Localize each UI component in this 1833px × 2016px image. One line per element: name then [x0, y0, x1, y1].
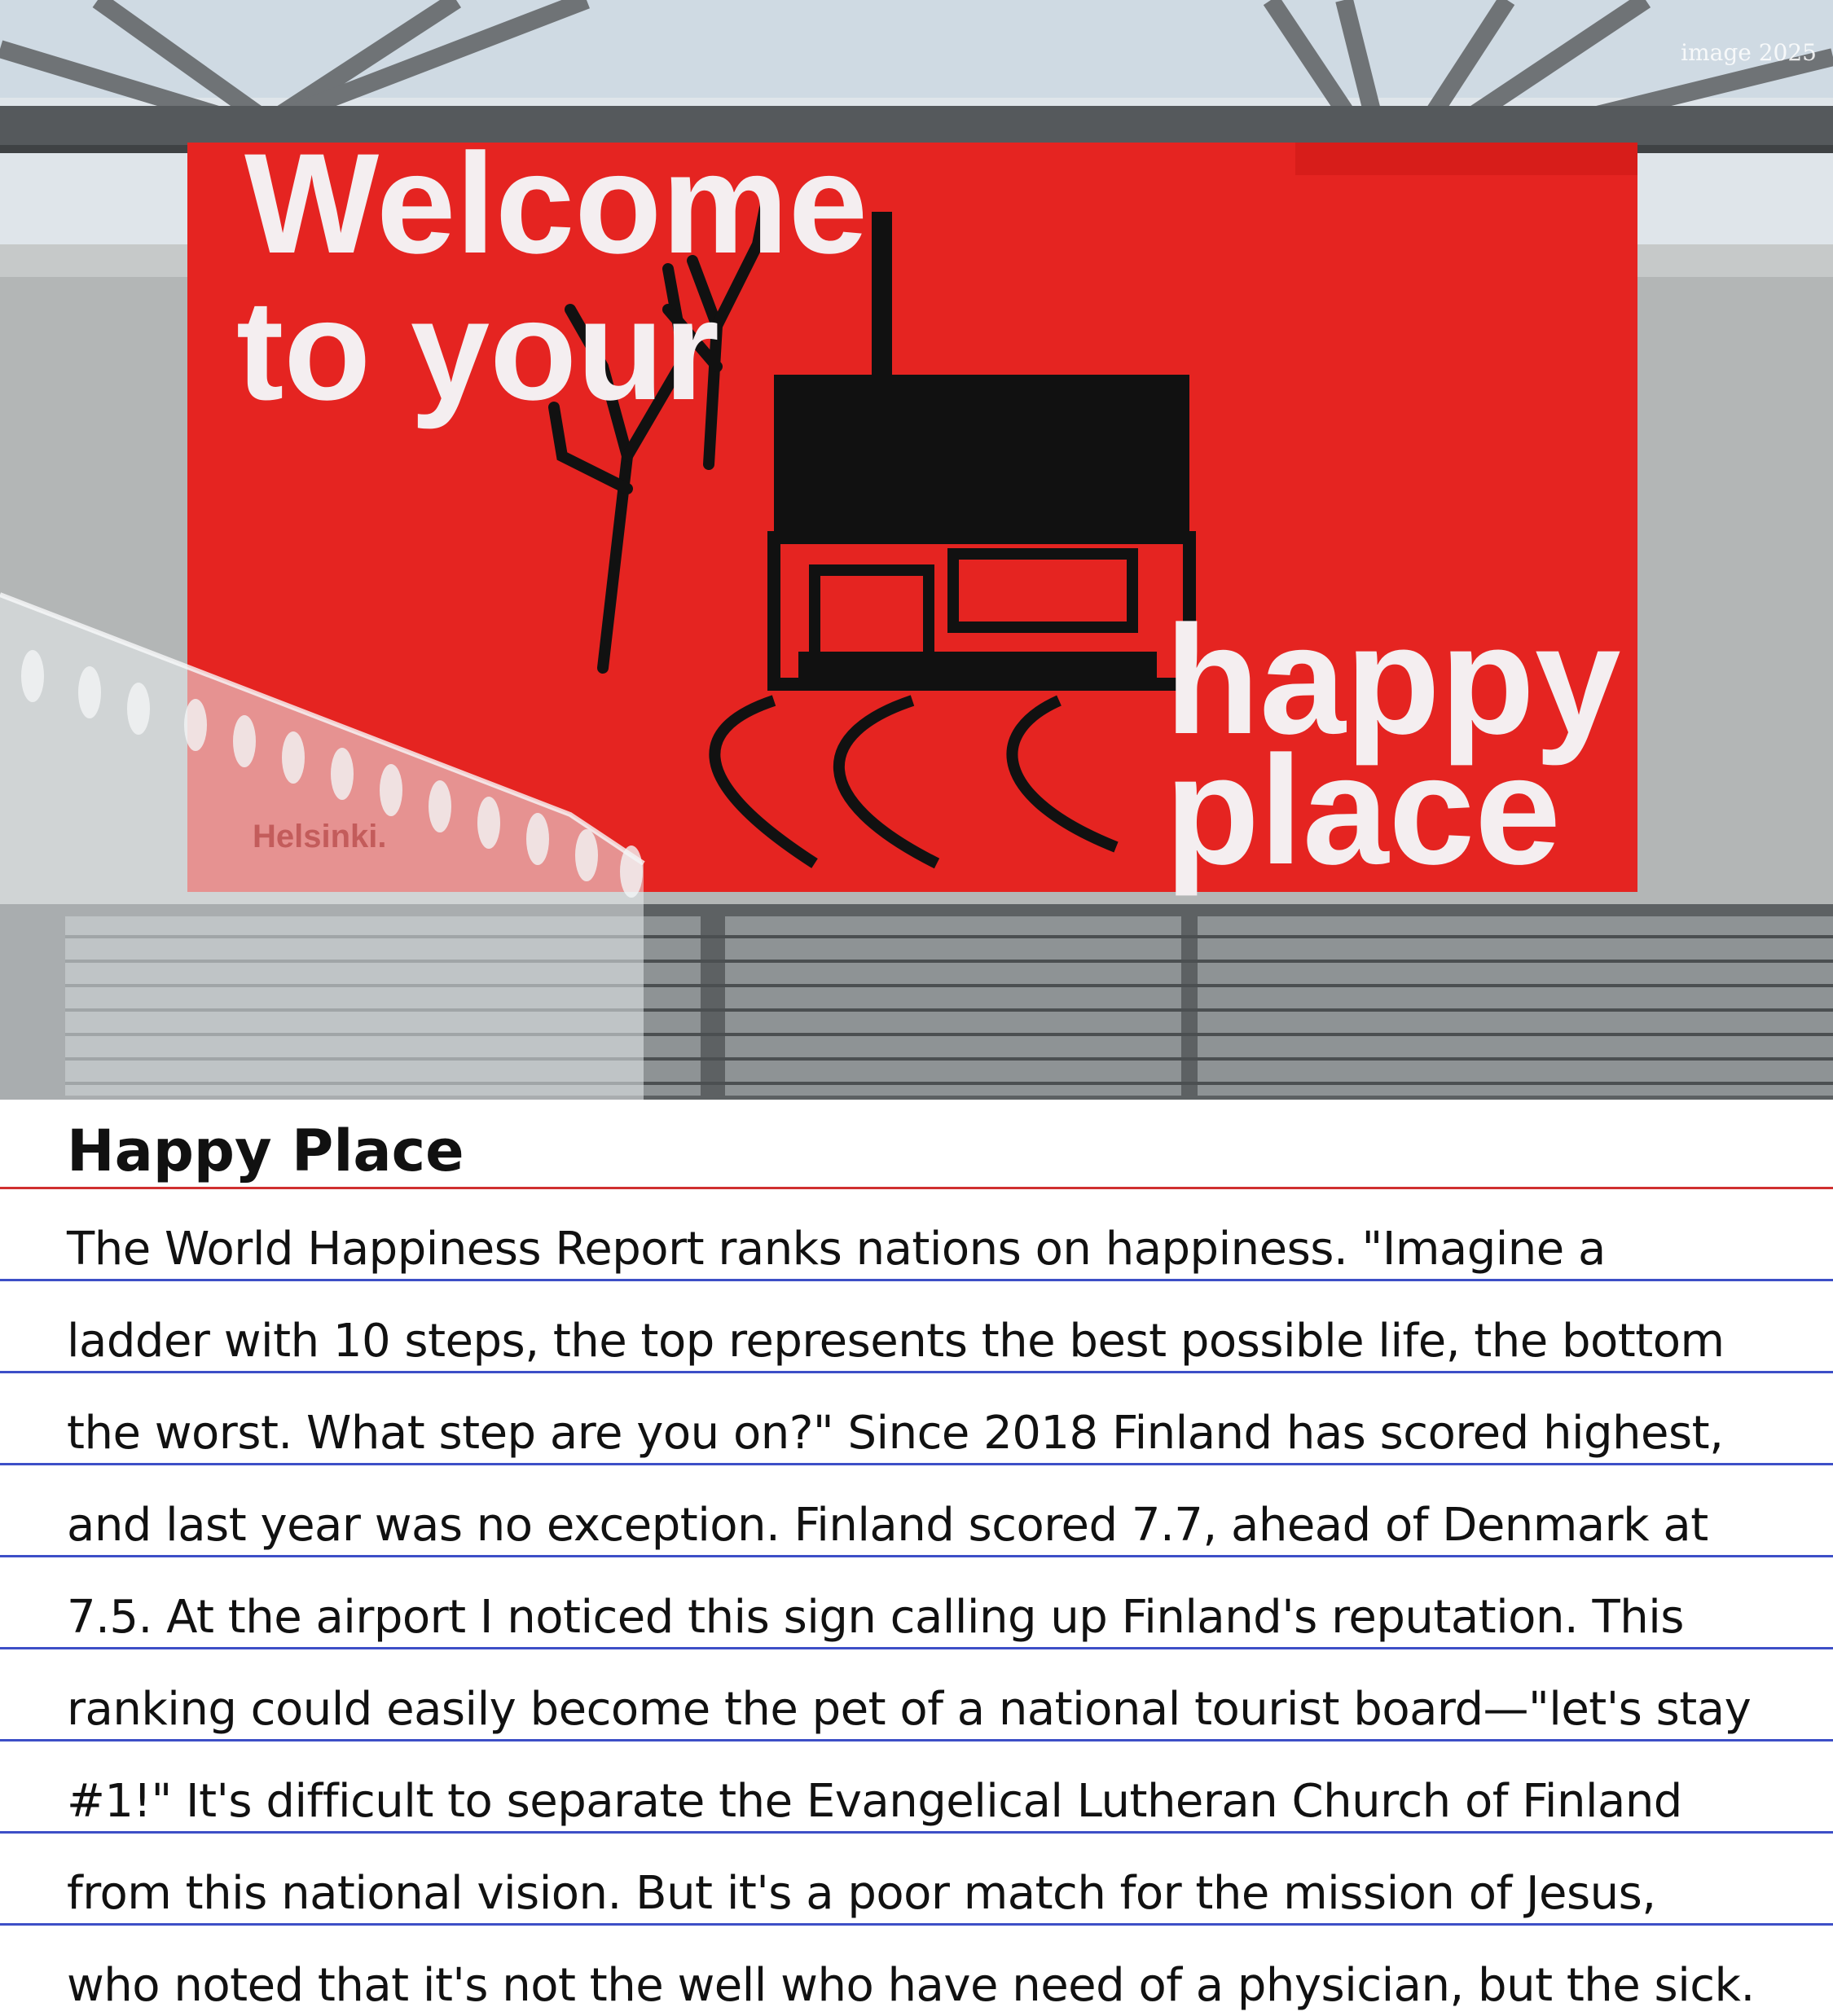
watermark: image 2025: [1681, 39, 1817, 66]
sign-text-happy: happy: [1165, 594, 1621, 766]
text-line: and last year was no exception. Finland scored 7.7, ahead of Denmark at: [67, 1499, 1708, 1552]
sign-text-place: place: [1165, 724, 1561, 897]
line-rule: [0, 1923, 1833, 1926]
title-rule: [0, 1187, 1833, 1189]
line-rule: [0, 1555, 1833, 1557]
line-rule: [0, 1371, 1833, 1373]
panel-logo: Helsinki.: [253, 819, 387, 854]
text-line: who noted that it's not the well who have need of a physician, but the sick.: [67, 1959, 1755, 2012]
sign-text-to-your: to your: [236, 271, 720, 430]
text-line: #1!" It's difficult to separate the Evangelical Lutheran Church of Finland: [67, 1775, 1682, 1828]
text-line: 7.5. At the airport I noticed this sign calling up Finland's reputation. This: [67, 1591, 1684, 1644]
sign-text-welcome: Welcome: [244, 125, 868, 283]
text-line: ranking could easily become the pet of a national tourist board—"let's stay: [67, 1683, 1752, 1736]
text-line: The World Happiness Report ranks nations on happiness. "Imagine a: [67, 1223, 1606, 1276]
text-line: ladder with 10 steps, the top represents the best possible life, the bottom: [67, 1315, 1725, 1368]
line-rule: [0, 1279, 1833, 1281]
text-line: from this national vision. But it's a poor match for the mission of Jesus,: [67, 1867, 1656, 1920]
line-rule: [0, 1463, 1833, 1465]
line-rule: [0, 1739, 1833, 1741]
line-rule: [0, 1831, 1833, 1834]
line-rule: [0, 1647, 1833, 1649]
article-title: Happy Place: [67, 1118, 464, 1184]
text-line: the worst. What step are you on?" Since 2018 Finland has scored highest,: [67, 1407, 1724, 1460]
